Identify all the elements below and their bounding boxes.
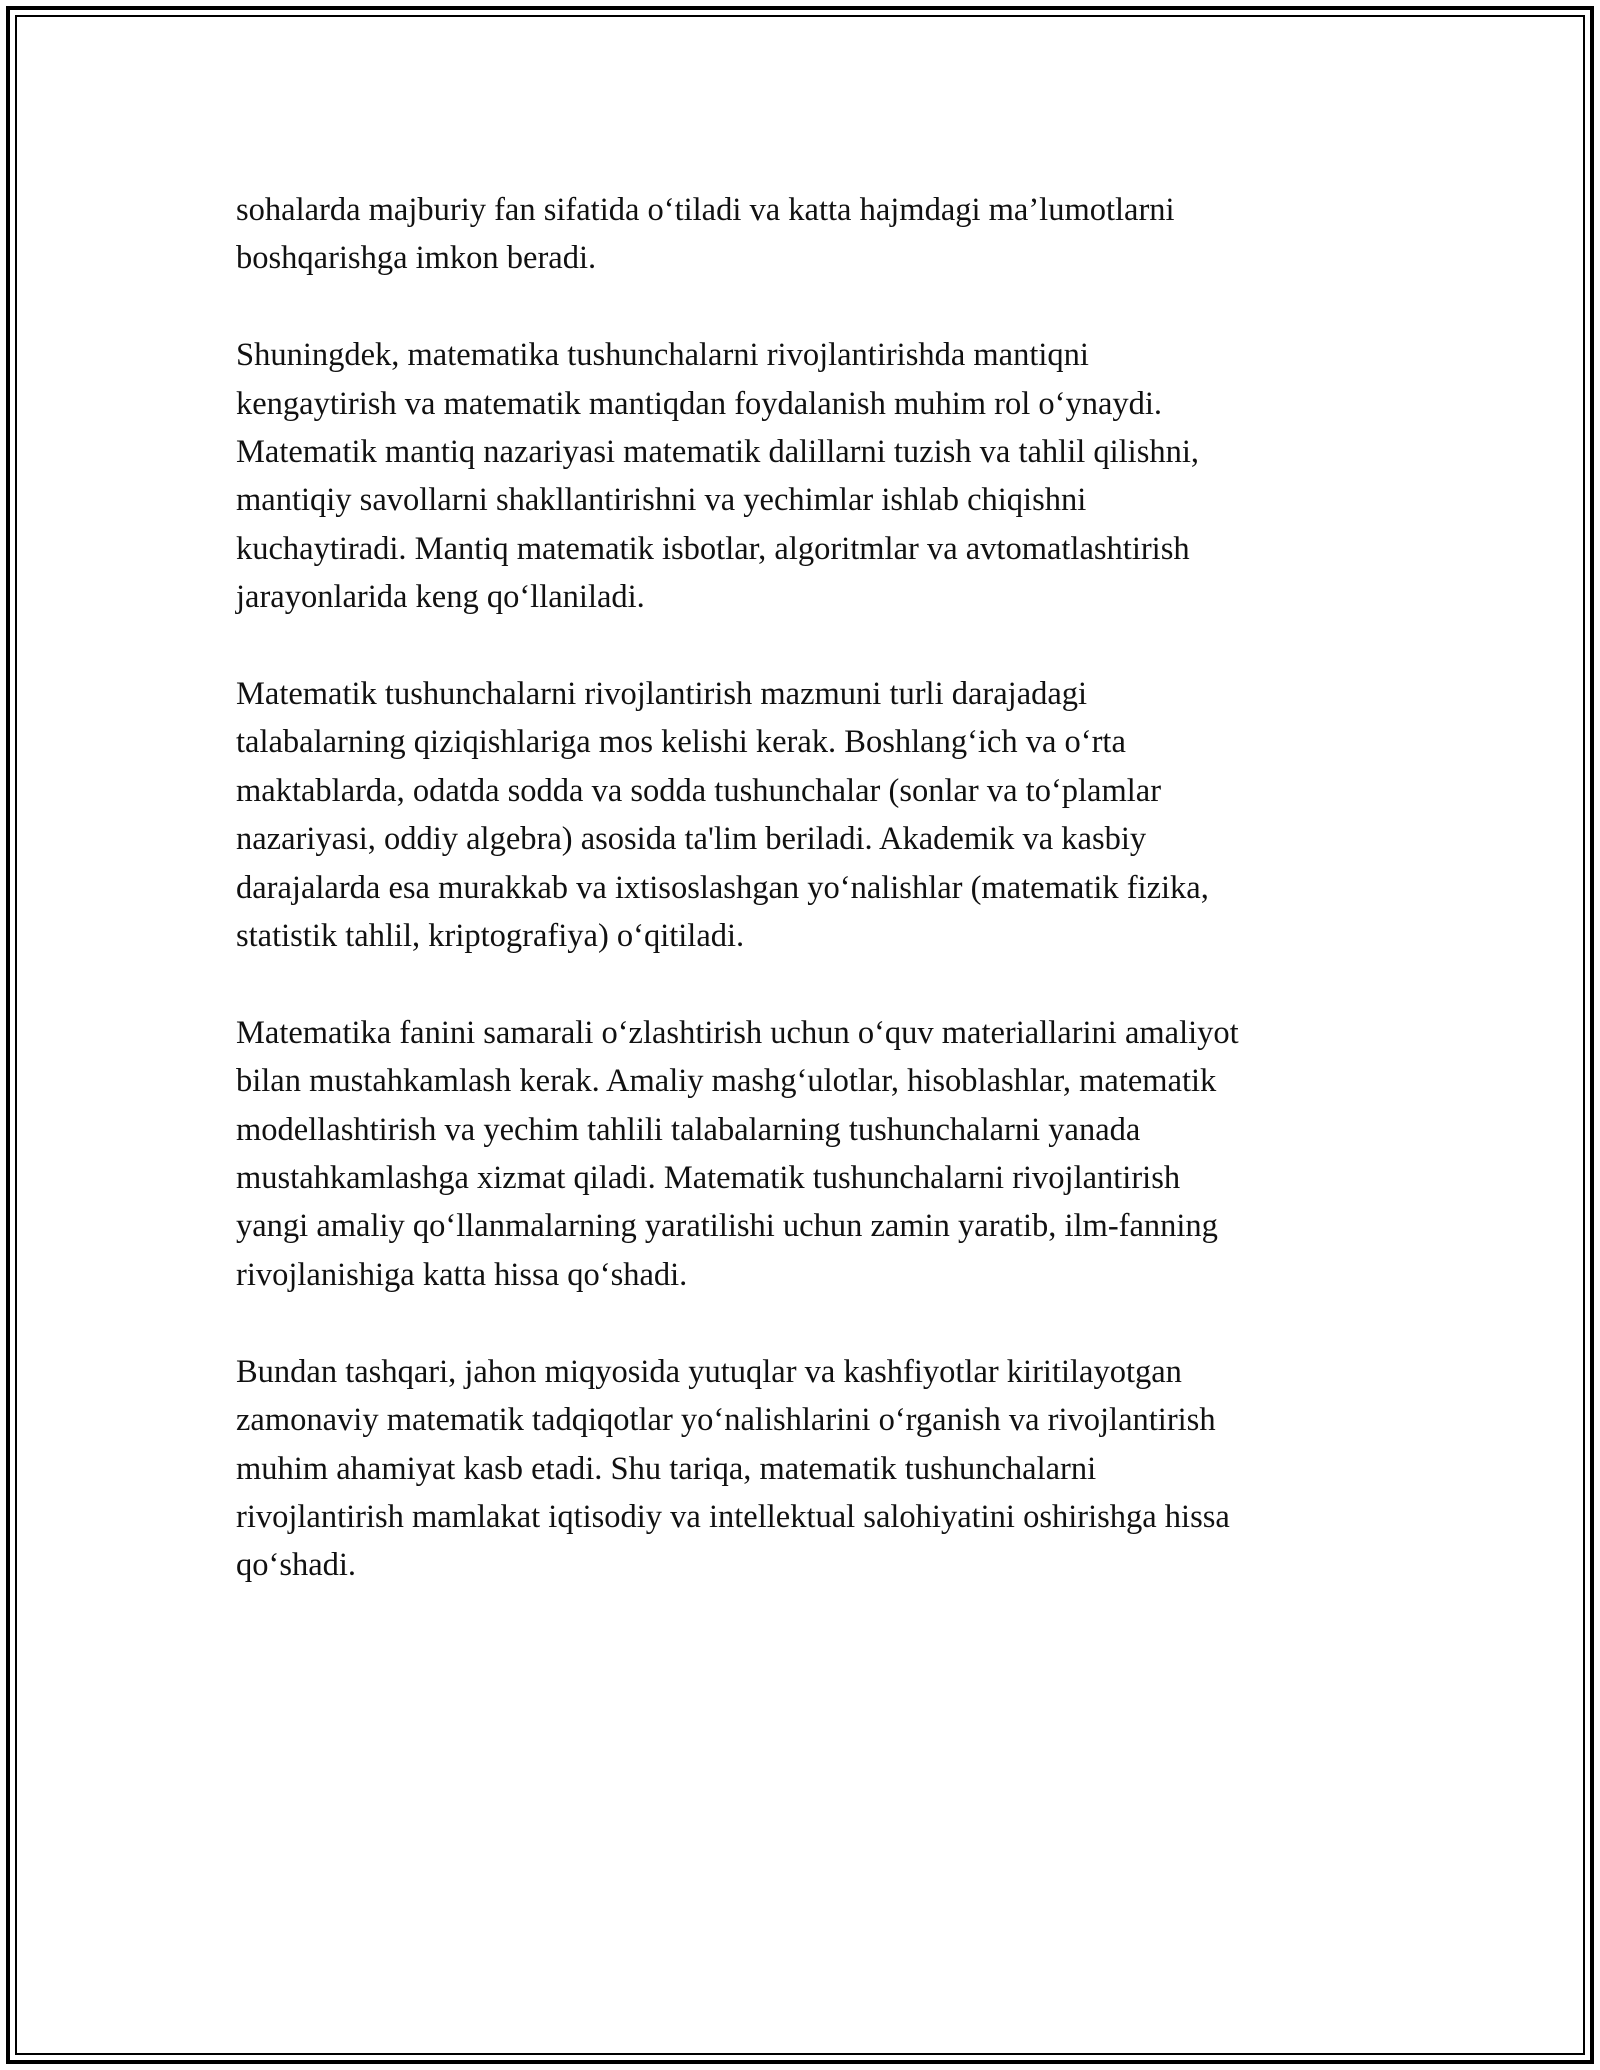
paragraph-1: sohalarda majburiy fan sifatida o‘tiladi va katta hajmdagi ma’lumotlarni boshqarishga imkon beradi. xyxy=(236,192,1175,277)
document-body xyxy=(236,186,1376,1638)
paragraph-5: Bundan tashqari, jahon miqyosida yutuqlar va kashfiyotlar kiritilayotgan zamonaviy matematik tadqiqotlar yo‘nalishlarini o‘rganish va rivojlantirish muhim ahamiyat kasb etadi. Shu tariqa, matematik tushunchalarni rivojlantirish mamlakat iqtisodiy va intellektual salohiyatini oshirishga hissa qo‘shadi. xyxy=(236,1353,1230,1584)
paragraph-2: Shuningdek, matematika tushunchalarni rivojlantirishda mantiqni kengaytirish va matematik mantiqdan foydalanish muhim rol o‘ynaydi. Matematik mantiq nazariyasi matematik dalillarni tuzish va tahlil qilishni, mantiqiy savollarni shakllantirishni va yechimlar ishlab chiqishni kuchaytiradi. Mantiq matematik isbotlar, algoritmlar va avtomatlashtirish jarayonlarida keng qo‘llaniladi. xyxy=(236,337,1200,616)
paragraph-4: Matematika fanini samarali o‘zlashtirish uchun o‘quv materiallarini amaliyot bilan mustahkamlash kerak. Amaliy mashg‘ulotlar, hisoblashlar, matematik modellashtirish va yechim tahlili talabalarning tushunchalarni yanada mustahkamlashga xizmat qiladi. Matematik tushunchalarni rivojlantirish yangi amaliy qo‘llanmalarning yaratilishi uchun zamin yaratib, ilm-fanning rivojlanishiga katta hissa qo‘shadi. xyxy=(236,1014,1239,1293)
paragraph-3: Matematik tushunchalarni rivojlantirish mazmuni turli darajadagi talabalarning qiziqishlariga mos kelishi kerak. Boshlang‘ich va o‘rta maktablarda, odatda sodda va sodda tushunchalar (sonlar va to‘plamlar nazariyasi, oddiy algebra) asosida ta'lim beriladi. Akademik va kasbiy darajalarda esa murakkab va ixtisoslashgan yo‘nalishlar (matematik fizika, statistik tahlil, kriptografiya) o‘qitiladi. xyxy=(236,676,1209,955)
